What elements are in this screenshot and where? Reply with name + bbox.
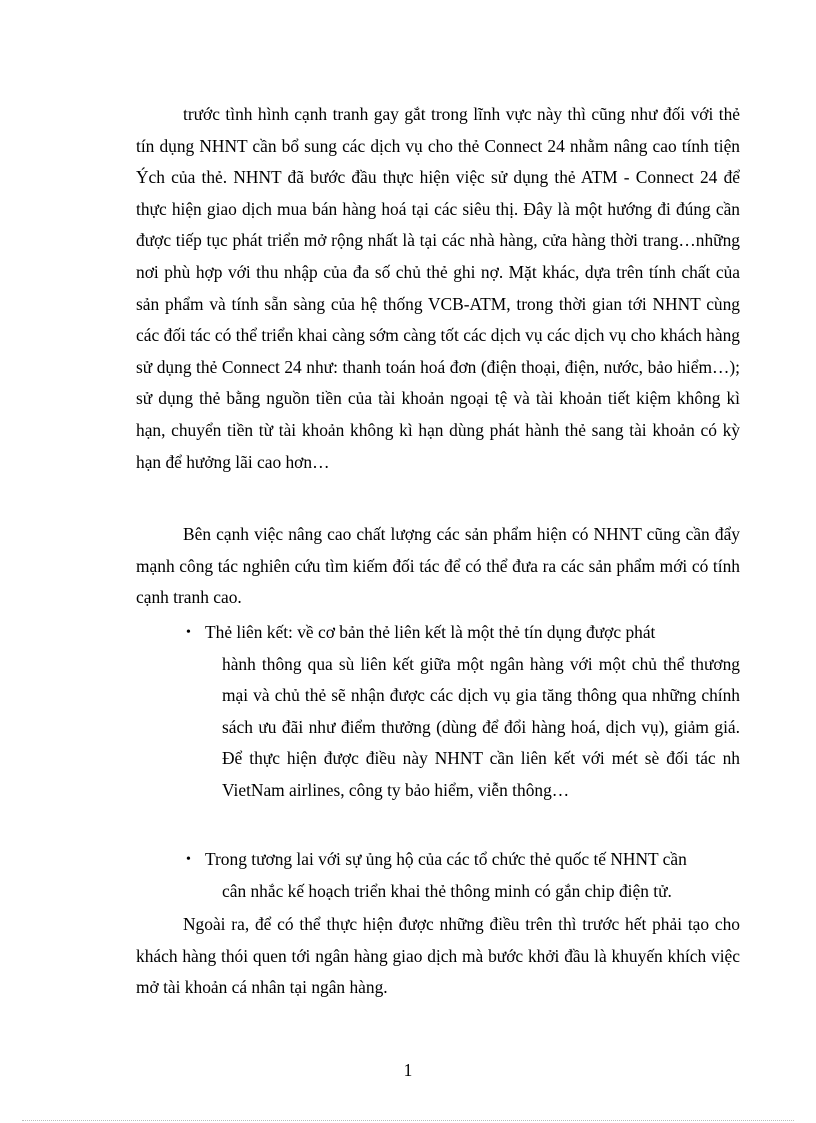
page-number: 1 (403, 1060, 413, 1080)
bullet-body (205, 844, 740, 907)
bullet-continuation: cân nhắc kế hoạch triển khai thẻ thông minh có gắn chip điện tử. (222, 880, 672, 901)
paragraph-new-products: Bên cạnh việc nâng cao chất lượng các sản phẩm hiện có NHNT cũng cần đẩy mạnh công tác nghiên cứu tìm kiếm đối tác để có thể đưa ra các sản phẩm mới có tính cạnh tranh cao. (136, 524, 740, 608)
bullet-marker: • (186, 625, 191, 640)
page-bottom-divider (22, 1120, 794, 1121)
paragraph-connect24-services: trước tình hình cạnh tranh gay gắt trong lĩnh vực này thì cũng như đối với thẻ tín dụng NHNT cần bổ sung các dịch vụ cho thẻ Connect 24 nhằm nâng cao tính tiện Ých của thẻ. NHNT đã bước đầu thực hiện việc sử dụng thẻ ATM - Connect 24 để thực hiện giao dịch mua bán hàng hoá tại các siêu thị. Đây là một hướng đi đúng cần được tiếp tục phát triển mở rộng nhất là tại các nhà hàng, cửa hàng thời trang…những nơi phù hợp với thu nhập của đa số chủ thẻ ghi nợ. Mặt khác, dựa trên tính chất của sản phẩm và tính sẵn sàng của hệ thống VCB-ATM, trong thời gian tới NHNT cùng các đối tác có thể triển khai càng sớm càng tốt các dịch vụ các dịch vụ cho khách hàng sử dụng thẻ Connect 24 như: thanh toán hoá đơn (điện thoại, điện, nước, bảo hiểm…); sử dụng thẻ bằng nguồn tiền của tài khoản ngoại tệ và tài khoản tiết kiệm không kì hạn, chuyển tiền từ tài khoản không kì hạn dùng phát hành thẻ sang tài khoản có kỳ hạn để hưởng lãi cao hơn… (136, 104, 740, 472)
bullet-first-line: Thẻ liên kết: về cơ bản thẻ liên kết là một thẻ tín dụng được phát (205, 622, 656, 642)
bullet-continuation: hành thông qua sù liên kết giữa một ngân hàng với một chủ thể thương mại và chủ thẻ sẽ nhận được các dịch vụ gia tăng thông qua những chính sách ưu đãi như điểm thưởng (dùng để đổi hàng hoá, dịch vụ), giảm giá. Để thực hiện được điều này NHNT cần liên kết với mét sè đối tác nh VietNam airlines, công ty bảo hiểm, viễn thông… (222, 653, 740, 800)
paragraph-customer-habits: Ngoài ra, để có thể thực hiện được những điều trên thì trước hết phải tạo cho khách hàng thói quen tới ngân hàng giao dịch mà bước khởi đầu là khuyến khích việc mở tài khoản cá nhân tại ngân hàng. (136, 914, 740, 998)
bullet-marker: • (186, 852, 191, 867)
bullet-body (205, 617, 740, 807)
bullet-first-line: Trong tương lai với sự ủng hộ của các tổ chức thẻ quốc tế NHNT cần (205, 849, 687, 869)
